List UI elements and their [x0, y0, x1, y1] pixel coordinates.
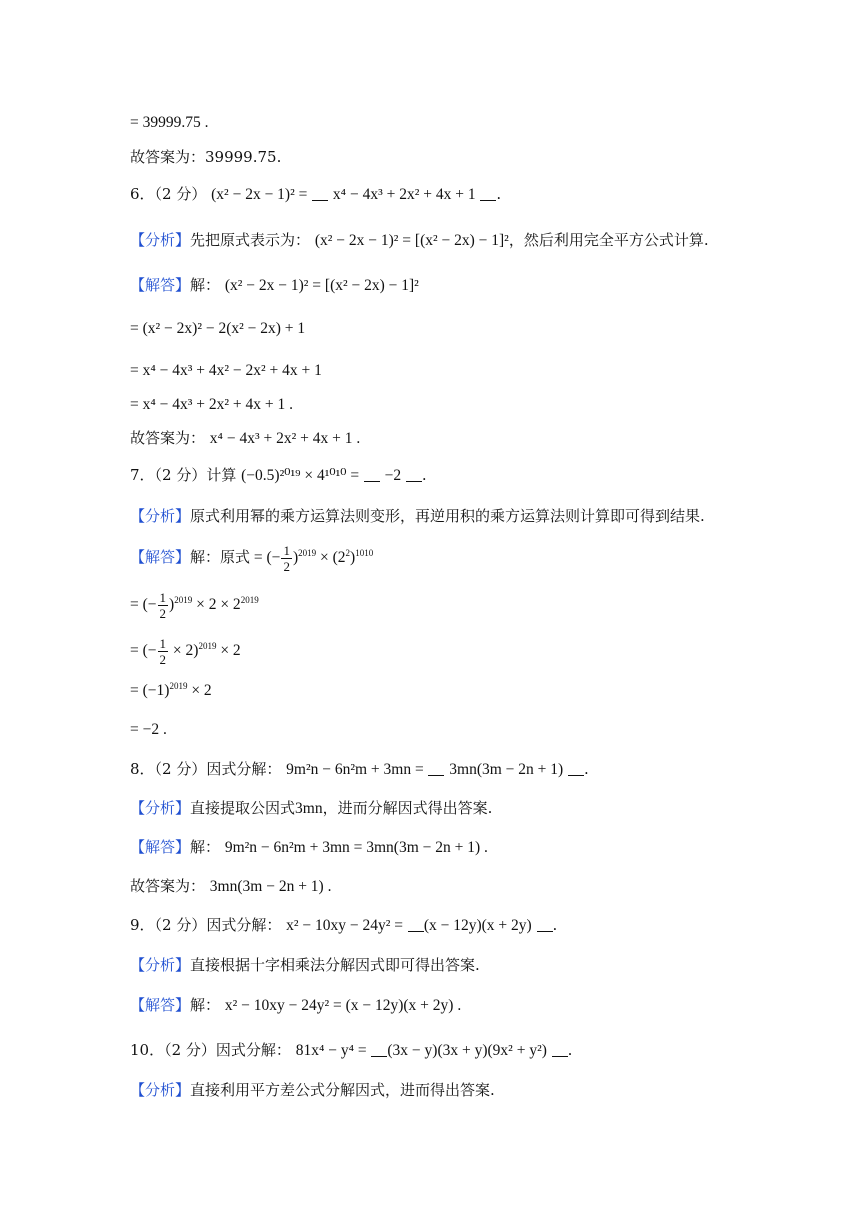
solution-expression: x² − 10xy − 24y² = (x − 12y)(x + 2y) .: [224, 997, 462, 1014]
answer-label: 故答案为：: [130, 877, 206, 895]
question-number: 10．（2 分）因式分解：: [130, 1041, 291, 1059]
answer-label: 故答案为：: [130, 429, 206, 447]
question-answer: (x − 12y)(x + 2y): [423, 917, 532, 934]
analysis-text: 直接利用平方差公式分解因式，进而得出答案.: [190, 1081, 495, 1099]
analysis-tag: 【分析】: [130, 956, 191, 974]
answer-blank-left: [312, 186, 328, 201]
fraction: $\frac{1}{2}$: [283, 543, 290, 574]
question-answer: x⁴ − 4x³ + 2x² + 4x + 1: [332, 186, 476, 203]
solution-line: [130, 543, 373, 574]
solution-step: = (− $\frac{1}{2}$ × 2)$^{2019}$ × 2: [130, 636, 241, 667]
answer-blank-right: [537, 917, 553, 932]
question-expression: (x² − 2x − 1)² =: [211, 186, 308, 203]
analysis-tag: 【分析】: [130, 231, 191, 249]
solution-step: = x⁴ − 4x³ + 2x² + 4x + 1 .: [130, 396, 294, 413]
analysis-tag: 【分析】: [130, 1081, 191, 1099]
question-6: [130, 183, 501, 206]
solution-line: [130, 994, 461, 1017]
solution-step: = $(-1)^{2019} \times 2$: [130, 681, 212, 699]
question-tail: .: [583, 760, 589, 778]
answer-blank-left: [371, 1042, 387, 1057]
analysis-expression: (x² − 2x − 1)² = [(x² − 2x) − 1]²: [314, 232, 509, 249]
analysis-tag: 【分析】: [130, 507, 191, 525]
answer-blank-right: [552, 1042, 568, 1057]
answer-blank-left: [428, 761, 444, 776]
solution-line: [130, 836, 488, 859]
answer-expression: x⁴ − 4x³ + 2x² + 4x + 1 .: [209, 430, 361, 447]
fraction: $\frac{1}{2}$: [159, 636, 167, 667]
question-tail: .: [496, 185, 502, 203]
question-number: 7．（2 分）计算: [130, 466, 237, 484]
analysis-line: [130, 1079, 495, 1101]
question-tail: .: [552, 916, 558, 934]
question-tail: .: [421, 466, 427, 484]
solution-tag: 【解答】: [130, 276, 191, 294]
question-9: [130, 914, 557, 937]
analysis-line: [130, 229, 709, 252]
solution-step: = (x² − 2x)² − 2(x² − 2x) + 1: [130, 320, 306, 337]
analysis-expression: 3mn: [295, 800, 323, 817]
question-expression: 81x⁴ − y⁴ =: [295, 1042, 367, 1059]
question-7: [130, 464, 427, 487]
result-line: = 39999.75 .: [130, 114, 209, 131]
question-number: 8．（2 分）因式分解：: [130, 760, 282, 778]
answer-blank-right: [568, 761, 584, 776]
answer-line: [130, 427, 360, 450]
question-expression: x² − 10xy − 24y² =: [286, 917, 404, 934]
solution-tag: 【解答】: [130, 548, 191, 567]
question-number: 9．（2 分）因式分解：: [130, 916, 282, 934]
solution-text: 解：: [190, 996, 221, 1014]
solution-expression: (x² − 2x − 1)² = [(x² − 2x) − 1]²: [224, 277, 419, 294]
solution-text: 解：: [190, 276, 221, 294]
solution-line: [130, 274, 419, 297]
answer-blank-right: [480, 186, 496, 201]
answer-blank-right: [406, 467, 422, 482]
question-answer: 3mn(3m − 2n + 1): [449, 761, 564, 778]
answer-expression: 3mn(3m − 2n + 1) .: [209, 878, 332, 895]
analysis-tag: 【分析】: [130, 799, 191, 817]
question-answer: (3x − y)(3x + y)(9x² + y²): [387, 1042, 547, 1059]
analysis-line: [130, 954, 480, 976]
question-answer: −2: [384, 467, 402, 484]
solution-step: = (− $\frac{1}{2}$ )$^{2019} \times 2 \times 2^{2019}$: [130, 590, 259, 621]
analysis-text-end: ，然后利用完全平方公式计算.: [508, 231, 709, 249]
solution-text: 解：原式: [190, 548, 251, 567]
solution-tag: 【解答】: [130, 838, 191, 856]
question-8: [130, 758, 589, 781]
answer-blank-left: [408, 917, 424, 932]
answer-line: 故答案为：39999.75.: [130, 148, 282, 166]
answer-blank-left: [364, 467, 380, 482]
solution-expression: = (− $\frac{1}{2}$ )$^{2019} \times (2^2)^{1010}$: [250, 543, 374, 574]
question-expression: (−0.5)²⁰¹⁹ × 4¹⁰¹⁰ =: [241, 467, 360, 484]
question-number: 6．（2 分）: [130, 185, 207, 203]
solution-step: = x⁴ − 4x³ + 4x² − 2x² + 4x + 1: [130, 362, 322, 379]
question-10: [130, 1039, 572, 1062]
analysis-line: [130, 797, 492, 820]
analysis-text: 直接根据十字相乘法分解因式即可得出答案.: [190, 956, 480, 974]
solution-step: = −2 .: [130, 721, 167, 738]
analysis-text: 原式利用幂的乘方运算法则变形，再逆用积的乘方运算法则计算即可得到结果.: [190, 507, 705, 525]
solution-tag: 【解答】: [130, 996, 191, 1014]
answer-line: [130, 875, 331, 898]
question-tail: .: [567, 1041, 573, 1059]
solution-text: 解：: [190, 838, 221, 856]
solution-expression: 9m²n − 6n²m + 3mn = 3mn(3m − 2n + 1) .: [224, 839, 488, 856]
analysis-text: 直接提取公因式: [190, 799, 296, 817]
analysis-text: 先把原式表示为：: [190, 231, 311, 249]
analysis-line: [130, 505, 705, 527]
question-expression: 9m²n − 6n²m + 3mn =: [286, 761, 424, 778]
fraction: $\frac{1}{2}$: [159, 590, 167, 621]
analysis-text-end: ，进而分解因式得出答案.: [322, 799, 493, 817]
